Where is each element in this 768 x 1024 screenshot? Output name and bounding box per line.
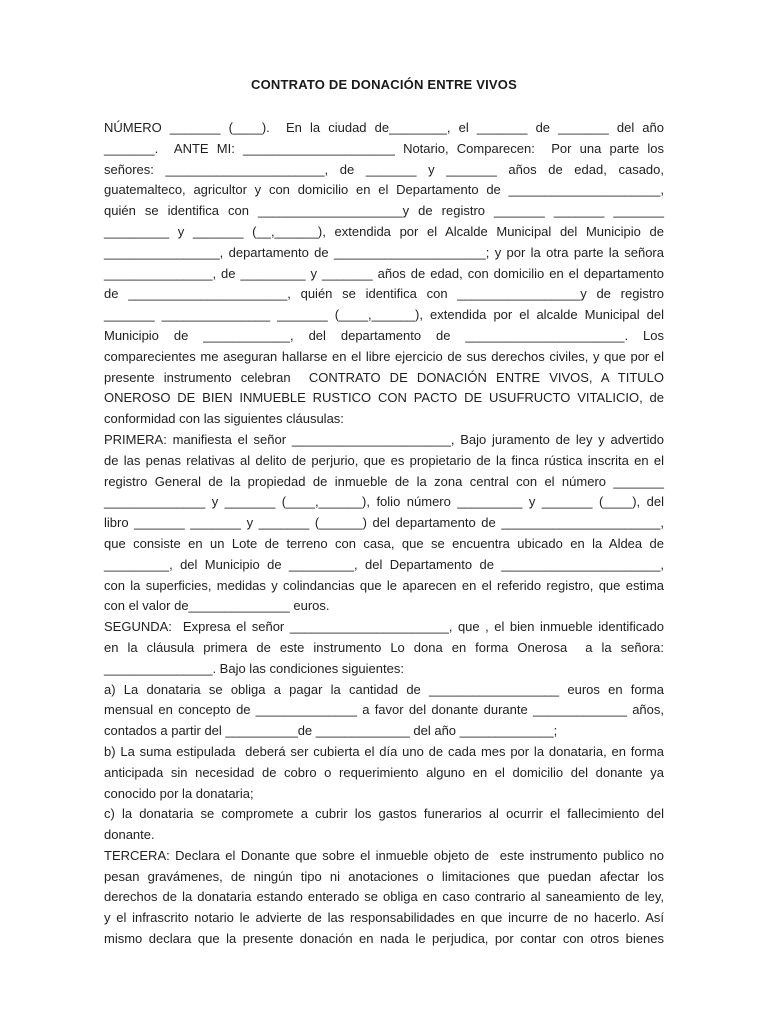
- body-line: libro _______ _______ y _______ (______) del departamento de ______________________,: [104, 515, 664, 531]
- clause-tercera-heading-line: TERCERA: Declara el Donante que sobre el inmueble objeto de este instrumento publico no: [104, 847, 664, 863]
- body-line: _______________, de _________ y _______ años de edad, con domicilio en el departamento: [104, 265, 664, 281]
- document-title: CONTRATO DE DONACIÓN ENTRE VIVOS: [251, 77, 517, 92]
- body-line: ______________ y _______ (____,______), folio número _________ y _______ (____), del: [104, 494, 664, 510]
- body-line: mensual en concepto de ______________ a favor del donante durante _____________ años,: [104, 702, 664, 718]
- body-line: registro General de la propiedad de inmueble de la zona central con el número _______: [104, 473, 664, 489]
- body-line: _________, del Municipio de _________, del Departamento de ______________________,: [104, 556, 664, 572]
- body-line: NÚMERO _______ (____). En la ciudad de________, el _______ de _______ del año: [104, 120, 664, 135]
- body-line: con el valor de______________ euros.: [104, 598, 330, 614]
- clause-segunda-heading-line: SEGUNDA: Expresa el señor ______________________, que , el bien inmueble identificado: [104, 619, 664, 635]
- condition-c-line: c) la donataria se compromete a cubrir los gastos funerarios al ocurrir el fallecimiento del: [104, 806, 664, 822]
- body-line: conocido por la donataria;: [104, 785, 254, 801]
- body-line: conformidad con las siguientes cláusulas:: [104, 411, 344, 427]
- body-line: presente instrumento celebran CONTRATO DE DONACIÓN ENTRE VIVOS, A TITULO: [104, 369, 664, 385]
- body-line: Municipio de ____________, del departamento de ______________________. Los: [104, 327, 664, 343]
- body-line: de las penas relativas al delito de perjurio, que es propietario de la finca rústica inscrita en el: [104, 452, 664, 468]
- body-line: y el infrascrito notario le advierte de las responsabilidades en que incurre de no hacerlo. Así: [104, 910, 664, 926]
- body-line: quién se identifica con ____________________y de registro _______ _______ _______: [104, 203, 664, 219]
- document-body: [104, 118, 664, 950]
- body-line: _______________. Bajo las condiciones siguientes:: [104, 660, 404, 676]
- condition-a-line: a) La donataria se obliga a pagar la cantidad de __________________ euros en forma: [104, 681, 664, 697]
- body-line: mismo declara que la presente donación en nada le perjudica, por contar con otros bienes: [104, 931, 664, 947]
- body-line: ONEROSO DE BIEN INMUEBLE RUSTICO CON PACTO DE USUFRUCTO VITALICIO, de: [104, 390, 664, 406]
- body-line: _______ _______________ _______ (____,______), extendida por el alcalde Municipal del: [104, 307, 664, 323]
- body-line: pesan gravámenes, de ningún tipo ni anotaciones o limitaciones que puedan afectar los: [104, 868, 664, 884]
- body-line: ________________, departamento de _____________________; y por la otra parte la señora: [104, 244, 664, 260]
- body-line: en la cláusula primera de este instrumento Lo dona en forma Onerosa a la señora:: [104, 639, 664, 655]
- body-line: que consiste en un Lote de terreno con casa, que se encuentra ubicado en la Aldea de: [104, 535, 664, 551]
- condition-b-line: b) La suma estipulada deberá ser cubierta el día uno de cada mes por la donataria, en forma: [104, 743, 664, 759]
- body-line: de ______________________, quién se identifica con _________________y de registro: [104, 286, 664, 302]
- body-line: señores: ______________________, de _______ y _______ años de edad, casado,: [104, 161, 664, 177]
- body-line: con la superficies, medidas y colindancias que le aparecen en el referido registro, que estima: [104, 577, 664, 593]
- body-line: _______. ANTE MI: _____________________ Notario, Comparecen: Por una parte los: [104, 140, 664, 156]
- clause-primera-heading-line: PRIMERA: manifiesta el señor ______________________, Bajo juramento de ley y advertido: [104, 431, 664, 447]
- body-line: guatemalteco, agricultor y con domicilio en el Departamento de _____________________,: [104, 182, 664, 198]
- body-line: _________ y _______ (__,______), extendida por el Alcalde Municipal del Municipio de: [104, 223, 664, 239]
- body-line: donante.: [104, 827, 155, 843]
- body-line: anticipada sin necesidad de cobro o requerimiento alguno en el domicilio del donante ya: [104, 764, 664, 780]
- body-line: derechos de la donataria estando enterado se obliga en caso contrario al saneamiento de ley,: [104, 889, 664, 905]
- body-line: contados a partir del __________de _____________ del año _____________;: [104, 723, 558, 739]
- body-line: comparecientes me aseguran hallarse en el libre ejercicio de sus derechos civiles, y que por el: [104, 348, 664, 364]
